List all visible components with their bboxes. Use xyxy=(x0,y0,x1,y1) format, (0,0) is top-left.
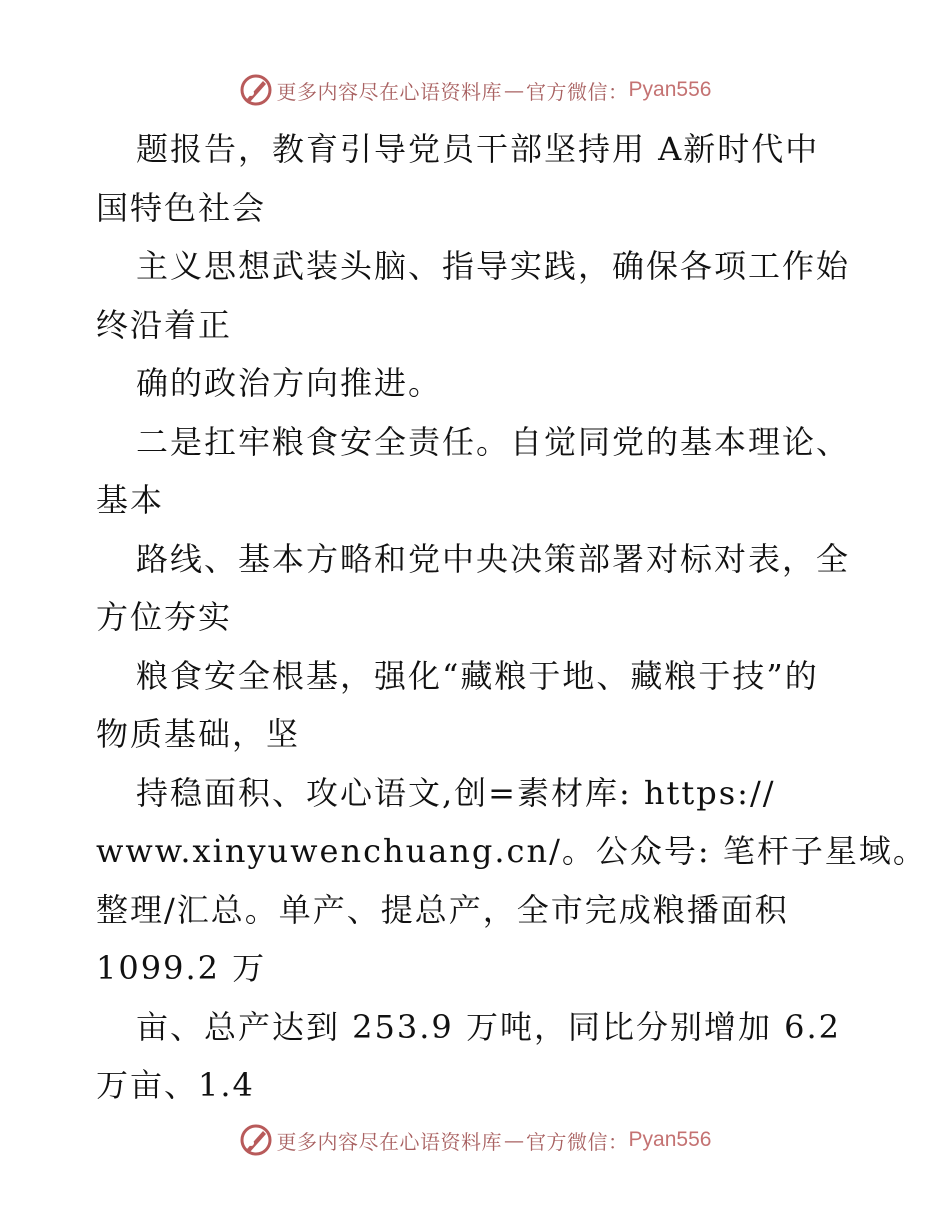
text-line: 亩、总产达到 253.9 万吨，同比分别增加 6.2 xyxy=(136,1007,842,1046)
text-line: 基本 xyxy=(96,481,165,519)
watermark-wechat-id: Pyan556 xyxy=(628,1128,712,1151)
watermark-wechat-id: Pyan556 xyxy=(628,78,712,101)
text-line: 1099.2 万 xyxy=(96,949,267,987)
text-line: 整理/汇总。单产、提总产，全市完成粮播面积 xyxy=(96,890,789,929)
text-line: 持稳面积、攻心语文,创=素材库: https:// xyxy=(136,773,776,812)
watermark-wechat-label: 官方微信： xyxy=(526,1129,629,1154)
quill-logo-icon xyxy=(239,1123,273,1157)
text-line: 万亩、1.4 xyxy=(96,1066,255,1104)
watermark-text: 更多内容尽在心语资料库 xyxy=(276,1129,503,1154)
footer-watermark xyxy=(0,1120,950,1160)
watermark-separator: — xyxy=(504,1128,525,1152)
watermark-wechat-label: 官方微信： xyxy=(526,79,629,104)
watermark-separator: — xyxy=(504,78,525,102)
text-line: 物质基础，坚 xyxy=(96,715,301,753)
text-line: 路线、基本方略和党中央决策部署对标对表，全 xyxy=(136,539,851,578)
text-line: 方位夯实 xyxy=(96,598,233,636)
text-line: 主义思想武装头脑、指导实践，确保各项工作始 xyxy=(136,247,851,285)
text-line: 国特色社会 xyxy=(96,188,267,227)
text-line: 粮食安全根基，强化“藏粮于地、藏粮于技”的 xyxy=(136,656,819,695)
text-line: 二是扛牢粮食安全责任。自觉同党的基本理论、 xyxy=(136,422,851,461)
quill-logo-icon xyxy=(239,73,273,107)
document-body xyxy=(96,120,927,1115)
header-watermark xyxy=(0,70,950,110)
watermark-text: 更多内容尽在心语资料库 xyxy=(276,79,503,104)
text-line: 确的政治方向推进。 xyxy=(136,364,443,402)
text-line: 题报告，教育引导党员干部坚持用 A新时代中 xyxy=(136,130,820,168)
text-line: 终沿着正 xyxy=(96,305,233,344)
text-line: www.xinyuwenchuang.cn/。公众号: 笔杆子星域。 xyxy=(96,832,927,870)
